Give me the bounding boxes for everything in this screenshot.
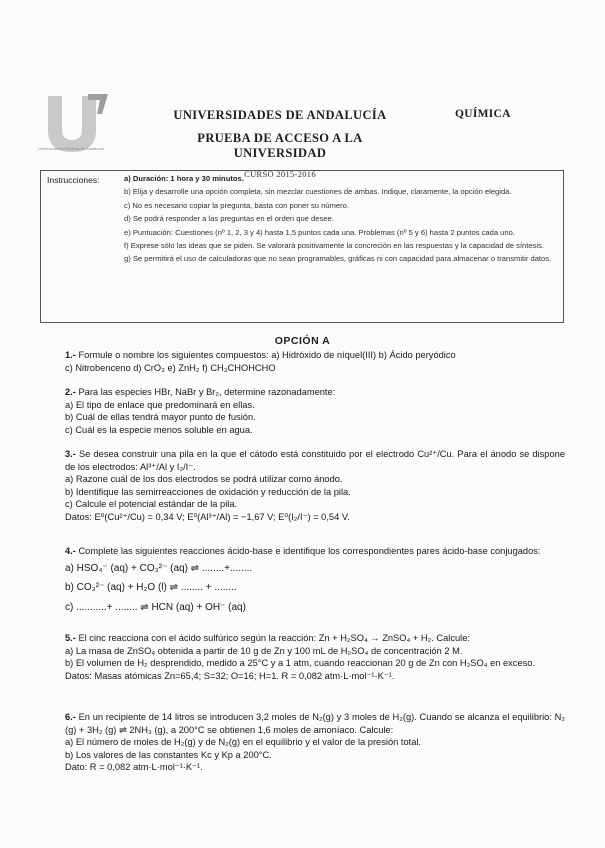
question-part: a) El número de moles de H₂(g) y de N₂(g) en el equilibrio y el valor de la presión total. <box>65 737 422 748</box>
question-part: a) Razone cuál de los dos electrodos se podrá utilizar como ánodo. <box>65 474 343 485</box>
instructions-label: Instrucciones: <box>47 175 100 185</box>
instruction-item: a) Duración: 1 hora y 30 minutos. <box>124 174 244 183</box>
question-number: 1.- <box>65 350 76 360</box>
question-text: El cinc reacciona con el ácido sulfúrico según la reacción: Zn + H₂SO₄ → ZnSO₄ + H₂. Calcule: <box>78 633 470 643</box>
instructions-list <box>124 174 556 268</box>
question-number: 2.- <box>65 387 76 397</box>
question-part: c) Cuál es la especie menos soluble en agua. <box>65 424 253 435</box>
question-part: b) Los valores de las constantes Kc y Kp a 200°C. <box>65 749 272 760</box>
question-text: c) Nitrobenceno d) CrO₃ e) ZnH₂ f) CH₃CHOHCHO <box>65 362 276 373</box>
question-text: Para las especies HBr, NaBr y Br₂, determine razonadamente: <box>78 387 336 397</box>
question-3 <box>65 448 565 524</box>
question-part: b) Cuál de ellas tendrá mayor punto de fusión. <box>65 412 256 423</box>
question-part: b) El volumen de H₂ desprendido, medido a 25°C y a 1 atm, cuando reaccionan 20 g de Zn con H₂SO₄ en exceso. <box>65 658 536 669</box>
instruction-item: e) Puntuación: Cuestiones (nº 1, 2, 3 y 4) hasta 1,5 puntos cada una. Problemas (nº 5 y 6) hasta 2 puntos cada uno. <box>124 227 515 237</box>
exam-title: PRUEBA DE ACCESO A LA UNIVERSIDAD <box>197 131 363 160</box>
question-4 <box>65 545 565 614</box>
question-1 <box>65 349 565 374</box>
question-number: 5.- <box>65 633 76 643</box>
university-logo-icon <box>42 92 112 154</box>
question-data: Datos: E⁰(Cu²⁺/Cu) = 0,34 V; E⁰(Al³⁺/Al) = −1,67 V; E⁰(I₂/I⁻) = 0,54 V. <box>65 511 350 522</box>
question-part: b) Identifique las semirreacciones de oxidación y reducción de la pila. <box>65 486 351 497</box>
question-6 <box>65 711 565 774</box>
instruction-item: b) Elija y desarrolle una opción completa, sin mezclar cuestiones de ambas. Indique, claramente, la opción elegida. <box>124 187 512 197</box>
exam-header <box>150 108 410 179</box>
logo-caption: Universidades Públicas de Andalucía <box>38 146 104 151</box>
course-label: CURSO 2015-2016 <box>244 169 316 179</box>
reaction-c: c) ...........+ ........ ⇌ HCN (aq) + OH⁻ (aq) <box>65 601 246 613</box>
option-title: OPCIÓN A <box>274 335 331 347</box>
instruction-item: f) Exprese sólo las ideas que se piden. Se valorará positivamente la concreción en las respuestas y la capacidad de síntesis. <box>124 240 544 250</box>
question-2 <box>65 386 565 436</box>
question-number: 6.- <box>65 712 76 722</box>
subject-title: QUÍMICA <box>455 108 511 120</box>
university-title: UNIVERSIDADES DE ANDALUCÍA <box>173 108 387 122</box>
question-text: Formule o nombre los siguientes compuestos: a) Hidróxido de níquel(III) b) Ácido peryódico <box>78 350 456 360</box>
question-5 <box>65 632 565 682</box>
question-part: a) El tipo de enlace que predominará en ellas. <box>65 399 255 410</box>
instruction-item: c) No es necesario copiar la pregunta, basta con poner su número. <box>124 200 349 210</box>
question-text: En un recipiente de 14 litros se introducen 3,2 moles de N₂(g) y 3 moles de H₂(g). Cuando se alcanza el equilibrio: N₂ (g) + 3H₂ (g) ⇌ 2NH₃ (g), a 200°C se obtienen 1,6 moles de amoníaco. Calcule: <box>65 712 565 735</box>
reaction-b: b) CO₃²⁻ (aq) + H₂O (l) ⇌ ........ + ........ <box>65 582 237 594</box>
question-part: c) Calcule el potencial estándar de la pila. <box>65 499 238 510</box>
question-text: Se desea construir una pila en la que el cátodo está constituido por el electrodo Cu²⁺/Cu. Para el ánodo se dispone de los electrodos: Al³⁺/Al y I₂/I⁻. <box>65 449 565 472</box>
question-text: Complete las siguientes reacciones ácido-base e identifique los correspondientes pares ácido-base conjugados: <box>78 546 541 556</box>
question-number: 3.- <box>65 449 76 459</box>
instruction-item: d) Se podrá responder a las preguntas en el orden que desee. <box>124 214 334 224</box>
instruction-item: g) Se permitirá el uso de calculadoras que no sean programables, gráficas ni con capacidad para almacenar o transmitir datos. <box>124 254 552 264</box>
reaction-a: a) HSO₄⁻ (aq) + CO₃²⁻ (aq) ⇌ ........+........ <box>65 562 253 574</box>
question-data: Dato: R = 0,082 atm·L·mol⁻¹·K⁻¹. <box>65 762 203 773</box>
question-number: 4.- <box>65 546 76 556</box>
question-data: Datos: Masas atómicas Zn=65,4; S=32; O=16; H=1. R = 0,082 atm·L·mol⁻¹·K⁻¹. <box>65 670 395 681</box>
question-part: a) La masa de ZnSO₄ obtenida a partir de 10 g de Zn y 100 mL de H₂SO₄ de concentración 2 M. <box>65 645 463 656</box>
